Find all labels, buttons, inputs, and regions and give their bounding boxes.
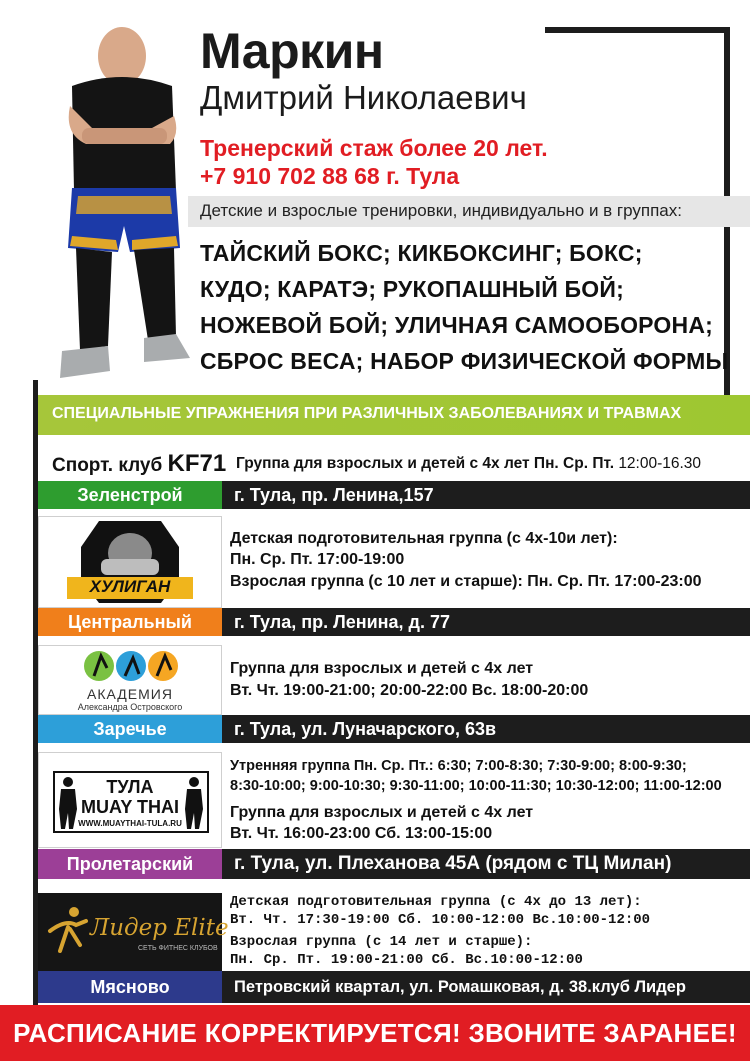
muaythai-logo xyxy=(38,752,222,848)
club5-line-3: Взрослая группа (с 14 лет и старше): xyxy=(230,934,533,950)
club5-line-4: Пн. Ср. Пт. 19:00-21:00 Сб. Вс.10:00-12:00 xyxy=(230,952,583,968)
club4-line-1: Утренняя группа Пн. Ср. Пт.: 6:30; 7:00-8:30; 7:30-9:00; 8:00-9:30; xyxy=(230,758,687,774)
club3-line-2: Вт. Чт. 19:00-21:00; 20:00-22:00 Вс. 18:00-20:00 xyxy=(230,682,589,699)
district-tag-proletarsky: Пролетарский xyxy=(38,849,222,879)
leader-runner-icon xyxy=(46,905,90,953)
sports-line-4: СБРОС ВЕСА; НАБОР ФИЗИЧЕСКОЙ ФОРМЫ xyxy=(200,348,729,374)
schedule-time: 12:00-16.30 xyxy=(618,455,702,472)
address-bar: г. Тула, пр. Ленина, д. 77 xyxy=(222,608,750,636)
sports-line-2: КУДО; КАРАТЭ; РУКОПАШНЫЙ БОЙ; xyxy=(200,276,624,302)
club4-line-4: Вт. Чт. 16:00-23:00 Сб. 13:00-15:00 xyxy=(230,825,493,842)
club5-line-2: Вт. Чт. 17:30-19:00 Сб. 10:00-12:00 Вс.10:00-12:00 xyxy=(230,912,651,928)
trainer-photo xyxy=(52,16,197,391)
schedule-text: Группа для взрослых и детей с 4х лет Пн. Ср. Пт. xyxy=(236,455,614,472)
experience-text: Тренерский стаж более 20 лет. xyxy=(200,135,548,161)
district-tag-zelenstroy: Зеленстрой xyxy=(38,481,222,509)
academy-logo-text: АКАДЕМИЯ xyxy=(87,686,173,702)
academy-logo xyxy=(38,645,222,715)
sports-line-1: ТАЙСКИЙ БОКС; КИКБОКСИНГ; БОКС; xyxy=(200,240,643,266)
phone-text: +7 910 702 88 68 г. Тула xyxy=(200,163,460,189)
leader-logo-text: Лидер Elite xyxy=(90,915,229,941)
leader-elite-logo xyxy=(38,893,229,971)
muaythai-logo-text1: ТУЛА xyxy=(106,777,154,797)
hooligan-logo xyxy=(38,516,222,608)
club-kf71-title xyxy=(52,450,226,478)
club4-line-2: 8:30-10:00; 9:00-10:30; 9:30-11:00; 10:00-11:30; 10:30-12:00; 11:00-12:00 xyxy=(230,778,722,794)
trainer-given-names: Дмитрий Николаевич xyxy=(200,79,527,116)
district-tag-myasnovo: Мясново xyxy=(38,971,222,1003)
club2-line-1: Детская подготовительная группа (с 4х-10и лет): xyxy=(230,530,618,547)
club3-line-1: Группа для взрослых и детей с 4х лет xyxy=(230,660,534,677)
club5-line-1: Детская подготовительная группа (с 4х до 13 лет): xyxy=(230,894,642,910)
trainer-surname: Маркин xyxy=(200,23,384,79)
club2-line-2: Пн. Ср. Пт. 17:00-19:00 xyxy=(230,551,405,568)
frame-top-line xyxy=(545,27,730,33)
academy-emblem-icon xyxy=(39,646,221,688)
club4-line-3: Группа для взрослых и детей с 4х лет xyxy=(230,804,534,821)
bottom-banner: РАСПИСАНИЕ КОРРЕКТИРУЕТСЯ! ЗВОНИТЕ ЗАРАНЕЕ! xyxy=(0,1005,750,1061)
trainings-text: Детские и взрослые тренировки, индивидуально и в группах: xyxy=(200,201,682,220)
leader-logo-sub: СЕТЬ ФИТНЕС КЛУБОВ xyxy=(138,945,218,952)
address-bar: г. Тула, пр. Ленина,157 xyxy=(222,481,750,509)
district-tag-zarechye: Заречье xyxy=(38,715,222,743)
address-bar: г. Тула, ул. Луначарского, 63в xyxy=(222,715,750,743)
club-prefix: Спорт. клуб xyxy=(52,455,168,476)
hooligan-logo-text: ХУЛИГАН xyxy=(89,577,171,596)
sports-line-3: НОЖЕВОЙ БОЙ; УЛИЧНАЯ САМООБОРОНА; xyxy=(200,312,713,338)
muaythai-logo-text2: MUAY THAI xyxy=(80,797,179,817)
address-bar: г. Тула, ул. Плеханова 45А (рядом с ТЦ Милан) xyxy=(222,849,750,879)
muaythai-logo-url: WWW.MUAYTHAI-TULA.RU xyxy=(78,819,182,828)
club2-line-3: Взрослая группа (с 10 лет и старше): Пн. Ср. Пт. 17:00-23:00 xyxy=(230,573,702,590)
academy-logo-sub: Александра Островского xyxy=(77,702,183,712)
district-tag-centralny: Центральный xyxy=(38,608,222,636)
address-bar: Петровский квартал, ул. Ромашковая, д. 38.клуб Лидер xyxy=(222,971,750,1003)
special-banner-text: СПЕЦИАЛЬНЫЕ УПРАЖНЕНИЯ ПРИ РАЗЛИЧНЫХ ЗАБОЛЕВАНИЯХ И ТРАВМАХ xyxy=(52,405,682,422)
club-kf71-schedule xyxy=(236,455,701,473)
club-name: KF71 xyxy=(167,450,227,477)
